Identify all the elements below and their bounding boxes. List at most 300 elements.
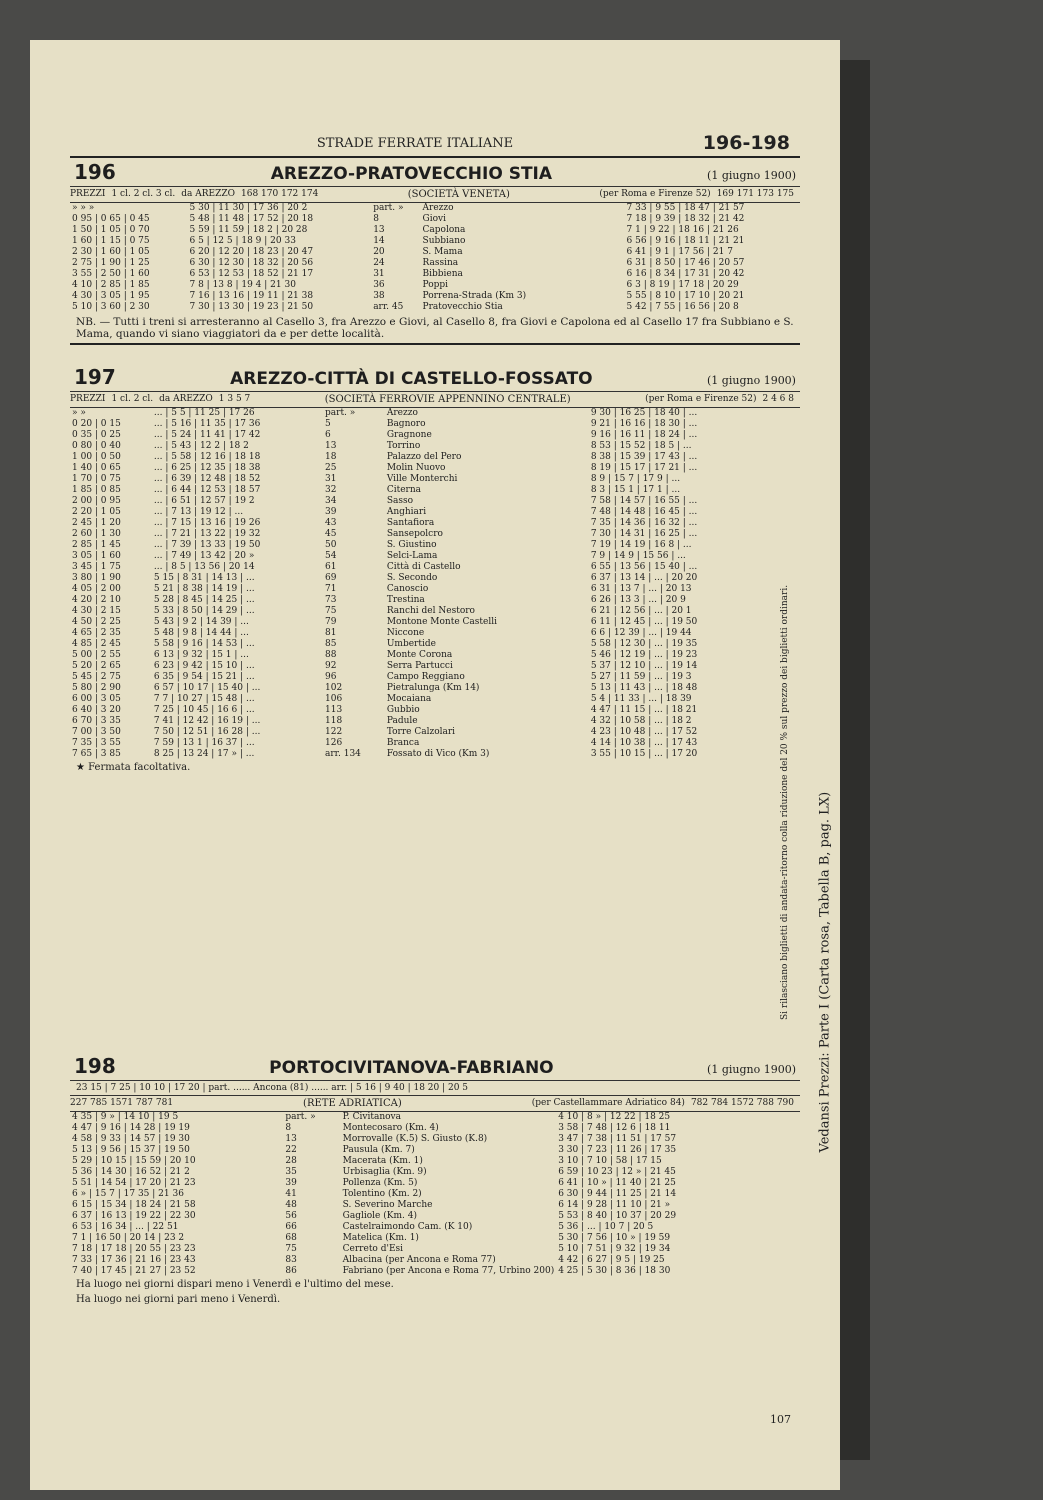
km-cell: arr. 134 [325, 749, 361, 759]
station-cell: S. Mama [422, 247, 463, 257]
times-up-cell: 6 31 | 8 50 | 17 46 | 20 57 [626, 258, 745, 268]
station-cell: Gubbio [386, 705, 420, 715]
km-cell: 88 [325, 650, 337, 660]
trains-down-label: 1 3 5 7 [218, 394, 251, 404]
times-down-cell: 4 47 | 9 16 | 14 28 | 19 19 [72, 1123, 190, 1133]
station-cell: S. Giustino [386, 540, 437, 550]
table-row [70, 280, 800, 291]
km-cell: 31 [325, 474, 337, 484]
times-up-cell: 5 10 | 7 51 | 9 32 | 19 34 [558, 1244, 671, 1254]
station-cell: Anghiari [386, 507, 427, 517]
column-header [70, 1096, 800, 1112]
times-down-cell: 5 21 | 8 38 | 14 19 | ... [153, 584, 255, 594]
table-row [70, 474, 760, 485]
times-down-cell: 5 33 | 8 50 | 14 29 | ... [153, 606, 255, 616]
side-note-197 [770, 510, 800, 1030]
price-cell: 4 05 | 2 00 [72, 584, 121, 594]
station-cell: Urbisaglia (Km. 9) [342, 1167, 427, 1177]
km-cell: 73 [325, 595, 337, 605]
times-up-cell: 7 58 | 14 57 | 16 55 | ... [590, 496, 698, 506]
book-edge [840, 60, 870, 1460]
times-up-cell: 6 59 | 10 23 | 12 » | 21 45 [558, 1167, 676, 1177]
table-row [70, 441, 760, 452]
table-row [70, 1255, 760, 1266]
times-up-cell: 8 53 | 15 52 | 18 5 | ... [590, 441, 692, 451]
times-down-cell: 4 58 | 9 33 | 14 57 | 19 30 [72, 1134, 190, 1144]
times-down-cell: 5 29 | 10 15 | 15 59 | 20 10 [72, 1156, 196, 1166]
origin-label: da AREZZO [181, 189, 236, 199]
table-row [70, 1189, 760, 1200]
station-cell: Subbiano [422, 236, 466, 246]
station-cell: Palazzo del Pero [386, 452, 462, 462]
km-cell: 35 [285, 1167, 297, 1177]
table-row [70, 1123, 760, 1134]
times-down-cell: 7 30 | 13 30 | 19 23 | 21 50 [189, 302, 314, 312]
column-header [70, 187, 800, 203]
company-label: (SOCIETÀ VENETA) [407, 189, 510, 200]
km-cell: 36 [373, 280, 385, 290]
station-cell: Mocaiana [386, 694, 432, 704]
km-cell: 13 [373, 225, 385, 235]
times-down-cell: 6 15 | 15 34 | 18 24 | 21 58 [72, 1200, 196, 1210]
station-cell: Trestina [386, 595, 425, 605]
price-cell: 4 10 | 2 85 | 1 85 [72, 280, 150, 290]
km-cell: 48 [285, 1200, 297, 1210]
station-cell: Pollenza (Km. 5) [342, 1178, 418, 1188]
times-up-cell: 6 11 | 12 45 | ... | 19 50 [590, 617, 698, 627]
price-cell: 6 40 | 3 20 [72, 705, 121, 715]
price-cell: 4 65 | 2 35 [72, 628, 121, 638]
km-cell: 118 [325, 716, 343, 726]
times-down-cell: 6 57 | 10 17 | 15 40 | ... [153, 683, 261, 693]
times-up-cell: 8 9 | 15 7 | 17 9 | ... [590, 474, 681, 484]
times-down-cell: 5 28 | 8 45 | 14 25 | ... [153, 595, 255, 605]
km-cell: 122 [325, 727, 343, 737]
table-row [70, 694, 760, 705]
connection-label: (per Castellammare Adriatico 84) [531, 1098, 685, 1108]
times-down-cell: ... | 5 58 | 12 16 | 18 18 [153, 452, 261, 462]
km-cell: 22 [285, 1145, 297, 1155]
km-cell: 66 [285, 1222, 297, 1232]
times-down-cell: 6 35 | 9 54 | 15 21 | ... [153, 672, 255, 682]
price-cell: 0 20 | 0 15 [72, 419, 121, 429]
times-up-cell: 3 55 | 10 15 | ... | 17 20 [590, 749, 698, 759]
times-down-cell: ... | 7 21 | 13 22 | 19 32 [153, 529, 261, 539]
times-up-cell: 5 36 | ... | 10 7 | 20 5 [558, 1222, 654, 1232]
times-up-cell: 5 37 | 12 10 | ... | 19 14 [590, 661, 698, 671]
price-cell: 1 85 | 0 85 [72, 485, 121, 495]
price-cell: 1 70 | 0 75 [72, 474, 121, 484]
km-cell: 102 [325, 683, 343, 693]
station-cell: Arezzo [386, 408, 418, 418]
price-cell: 5 10 | 3 60 | 2 30 [72, 302, 150, 312]
times-up-cell: 6 56 | 9 16 | 18 11 | 21 21 [626, 236, 745, 246]
price-cell: 5 45 | 2 75 [72, 672, 121, 682]
station-cell: Selci-Lama [386, 551, 438, 561]
km-cell: 6 [325, 430, 331, 440]
km-cell: 92 [325, 661, 337, 671]
section-title-bar [70, 1052, 800, 1081]
times-down-cell: 7 41 | 12 42 | 16 19 | ... [153, 716, 261, 726]
table-row [70, 269, 800, 280]
times-up-cell: 4 10 | 8 » | 12 22 | 18 25 [558, 1112, 671, 1122]
km-cell: 71 [325, 584, 337, 594]
table-row [70, 1112, 760, 1123]
table-row [70, 1145, 760, 1156]
times-up-cell: 3 30 | 7 23 | 11 26 | 17 35 [558, 1145, 677, 1155]
side-prices-note: Vedansi Prezzi: Parte I (Carta rosa, Tabella B, pag. LX) [817, 791, 833, 1153]
times-down-cell: 7 25 | 10 45 | 16 6 | ... [153, 705, 255, 715]
km-cell: 79 [325, 617, 337, 627]
km-cell: 113 [325, 705, 343, 715]
price-cell: » » » [72, 203, 95, 213]
table-row [70, 1222, 760, 1233]
times-down-cell: 6 20 | 12 20 | 18 23 | 20 47 [189, 247, 314, 257]
times-down-cell: 8 25 | 13 24 | 17 » | ... [153, 749, 255, 759]
trains-down-label: 168 170 172 174 [241, 189, 319, 199]
times-down-cell: 6 5 | 12 5 | 18 9 | 20 33 [189, 236, 296, 246]
origin-label: da AREZZO [159, 394, 213, 404]
table-row [70, 1200, 760, 1211]
times-down-cell: 7 8 | 13 8 | 19 4 | 21 30 [189, 280, 296, 290]
price-cell: 2 45 | 1 20 [72, 518, 121, 528]
station-cell: Ville Monterchi [386, 474, 458, 484]
price-cell: 2 60 | 1 30 [72, 529, 121, 539]
price-cell: 4 50 | 2 25 [72, 617, 121, 627]
price-cell: 0 35 | 0 25 [72, 430, 121, 440]
km-cell: 75 [285, 1244, 297, 1254]
table-row [70, 496, 760, 507]
km-cell: 75 [325, 606, 337, 616]
trains-up-label: 2 4 6 8 [762, 394, 794, 404]
station-cell: S. Secondo [386, 573, 438, 583]
station-cell: Gragnone [386, 430, 432, 440]
table-row [70, 573, 760, 584]
station-cell: Monte Corona [386, 650, 453, 660]
table-row [70, 727, 760, 738]
times-down-cell: ... | 8 5 | 13 56 | 20 14 [153, 562, 255, 572]
price-cell: 1 00 | 0 50 [72, 452, 121, 462]
table-row [70, 562, 760, 573]
km-cell: 20 [373, 247, 385, 257]
price-cell: 4 30 | 3 05 | 1 95 [72, 291, 150, 301]
times-up-cell: 7 1 | 9 22 | 18 16 | 21 26 [626, 225, 739, 235]
classes-label: 1 cl. 2 cl. 3 cl. [111, 189, 176, 199]
prices-label: PREZZI [70, 189, 106, 199]
station-cell: Gagliole (Km. 4) [342, 1211, 417, 1221]
km-cell: 126 [325, 738, 343, 748]
note-odd-days: Ha luogo nei giorni dispari meno i Venerdì e l'ultimo del mese. [76, 1279, 394, 1290]
table-row [70, 302, 800, 313]
station-cell: Tolentino (Km. 2) [342, 1189, 422, 1199]
price-cell: 2 20 | 1 05 [72, 507, 121, 517]
station-cell: Castelraimondo Cam. (K 10) [342, 1222, 473, 1232]
table-row [70, 1266, 760, 1277]
table-row [70, 749, 760, 760]
times-down-cell: 6 » | 15 7 | 17 35 | 21 36 [72, 1189, 184, 1199]
station-cell: P. Civitanova [342, 1112, 402, 1122]
section-date: (1 giugno 1900) [707, 1063, 796, 1076]
times-up-cell: 8 19 | 15 17 | 17 21 | ... [590, 463, 698, 473]
station-cell: Canoscio [386, 584, 429, 594]
km-cell: 45 [325, 529, 337, 539]
timetable-197 [70, 408, 760, 760]
station-cell: Città di Castello [386, 562, 461, 572]
times-up-cell: 4 32 | 10 58 | ... | 18 2 [590, 716, 692, 726]
times-up-cell: 6 30 | 9 44 | 11 25 | 21 14 [558, 1189, 677, 1199]
station-cell: Montone Monte Castelli [386, 617, 497, 627]
station-cell: Sansepolcro [386, 529, 443, 539]
price-cell: 2 30 | 1 60 | 1 05 [72, 247, 150, 257]
times-down-cell: 5 59 | 11 59 | 18 2 | 20 28 [189, 225, 308, 235]
footnote: ★ Fermata facoltativa. [76, 762, 191, 773]
station-cell: Padule [386, 716, 418, 726]
station-cell: Umbertide [386, 639, 436, 649]
section-198 [70, 1052, 800, 1307]
times-up-cell: 3 58 | 7 48 | 12 6 | 18 11 [558, 1123, 671, 1133]
station-cell: Arezzo [422, 203, 454, 213]
station-cell: Bibbiena [422, 269, 463, 279]
price-cell: 4 85 | 2 45 [72, 639, 121, 649]
times-up-cell: 6 37 | 13 14 | ... | 20 20 [590, 573, 698, 583]
table-row [70, 225, 800, 236]
header-title: STRADE FERRATE ITALIANE [316, 136, 514, 151]
times-up-cell: 6 31 | 13 7 | ... | 20 13 [590, 584, 692, 594]
station-cell: Capolona [422, 225, 466, 235]
price-cell: 4 20 | 2 10 [72, 595, 121, 605]
times-up-cell: 6 21 | 12 56 | ... | 20 1 [590, 606, 692, 616]
section-number: 198 [74, 1054, 116, 1078]
times-up-cell: 9 16 | 16 11 | 18 24 | ... [590, 430, 698, 440]
price-cell: 5 20 | 2 65 [72, 661, 121, 671]
section-196 [70, 158, 800, 345]
timetable-page [30, 40, 840, 1490]
price-cell: 6 70 | 3 35 [72, 716, 121, 726]
price-cell: 3 45 | 1 75 [72, 562, 121, 572]
ancona-connection: 23 15 | 7 25 | 10 10 | 17 20 | part. ...... Ancona (81) ...... arr. | 5 16 | 9 40 | 18 20 | 20 5 [70, 1081, 800, 1096]
section-title-bar [70, 158, 800, 187]
side-margin [810, 460, 840, 1160]
km-cell: 81 [325, 628, 337, 638]
table-row [70, 236, 800, 247]
table-row [70, 452, 760, 463]
price-cell: 7 65 | 3 85 [72, 749, 121, 759]
station-cell: Morrovalle (K.5) S. Giusto (K.8) [342, 1134, 488, 1144]
times-down-cell: 7 1 | 16 50 | 20 14 | 23 2 [72, 1233, 185, 1243]
times-down-cell: ... | 5 5 | 11 25 | 17 26 [153, 408, 255, 418]
timetable-196 [70, 203, 800, 313]
table-row [70, 738, 760, 749]
km-cell: 85 [325, 639, 337, 649]
times-up-cell: 3 47 | 7 38 | 11 51 | 17 57 [558, 1134, 677, 1144]
station-cell: Giovi [422, 214, 446, 224]
times-up-cell: 8 3 | 15 1 | 17 1 | ... [590, 485, 681, 495]
station-cell: Pietralunga (Km 14) [386, 683, 480, 693]
table-row [70, 672, 760, 683]
station-cell: Niccone [386, 628, 425, 638]
company-label: (RETE ADRIATICA) [303, 1098, 402, 1109]
price-cell: 3 80 | 1 90 [72, 573, 121, 583]
price-cell: 7 35 | 3 55 [72, 738, 121, 748]
times-down-cell: 5 15 | 8 31 | 14 13 | ... [153, 573, 255, 583]
table-row [70, 639, 760, 650]
table-row [70, 650, 760, 661]
km-cell: 38 [373, 291, 385, 301]
table-row [70, 203, 800, 214]
times-down-cell: 5 13 | 9 56 | 15 37 | 19 50 [72, 1145, 190, 1155]
station-cell: Molin Nuovo [386, 463, 446, 473]
km-cell: 28 [285, 1156, 297, 1166]
times-down-cell: 6 53 | 16 34 | ... | 22 51 [72, 1222, 179, 1232]
station-cell: Torrino [386, 441, 421, 451]
table-row [70, 485, 760, 496]
km-cell: 39 [285, 1178, 297, 1188]
table-row [70, 419, 760, 430]
station-cell: Ranchi del Nestoro [386, 606, 475, 616]
times-down-cell: 6 23 | 9 42 | 15 10 | ... [153, 661, 255, 671]
times-down-cell: 4 35 | 9 » | 14 10 | 19 5 [72, 1112, 179, 1122]
price-cell: 3 55 | 2 50 | 1 60 [72, 269, 150, 279]
station-cell: Pratovecchio Stia [422, 302, 503, 312]
times-down-cell: ... | 5 24 | 11 41 | 17 42 [153, 430, 261, 440]
side-note-text: Si rilasciano biglietti di andata-ritorno colla riduzione del 20 % sul prezzo dei biglietti ordinari. [780, 584, 790, 1020]
table-row [70, 551, 760, 562]
times-up-cell: 6 14 | 9 28 | 11 10 | 21 » [558, 1200, 671, 1210]
station-cell: Pausula (Km. 7) [342, 1145, 415, 1155]
times-up-cell: 6 16 | 8 34 | 17 31 | 20 42 [626, 269, 745, 279]
times-up-cell: 9 30 | 16 25 | 18 40 | ... [590, 408, 698, 418]
trains-up-label: 169 171 173 175 [716, 189, 794, 199]
times-down-cell: 5 43 | 9 2 | 14 39 | ... [153, 617, 249, 627]
km-cell: 86 [285, 1266, 297, 1276]
km-cell: 69 [325, 573, 337, 583]
station-cell: Porrena-Strada (Km 3) [422, 291, 527, 301]
connection-label: (per Roma e Firenze 52) [599, 189, 711, 199]
table-row [70, 214, 800, 225]
table-row [70, 1134, 760, 1145]
km-cell: 43 [325, 518, 337, 528]
km-cell: 106 [325, 694, 343, 704]
times-down-cell: 7 40 | 17 45 | 21 27 | 23 52 [72, 1266, 196, 1276]
times-up-cell: 4 25 | 5 30 | 8 36 | 18 30 [558, 1266, 671, 1276]
km-cell: 41 [285, 1189, 297, 1199]
table-row [70, 430, 760, 441]
price-cell: 2 85 | 1 45 [72, 540, 121, 550]
times-down-cell: ... | 7 49 | 13 42 | 20 » [153, 551, 255, 561]
table-row [70, 606, 760, 617]
times-down-cell: ... | 7 15 | 13 16 | 19 26 [153, 518, 261, 528]
times-down-cell: 7 59 | 13 1 | 16 37 | ... [153, 738, 255, 748]
times-down-cell: ... | 6 44 | 12 53 | 18 57 [153, 485, 261, 495]
times-down-cell: 5 30 | 11 30 | 17 36 | 20 2 [189, 203, 308, 213]
price-cell: 2 75 | 1 90 | 1 25 [72, 258, 150, 268]
times-up-cell: 5 42 | 7 55 | 16 56 | 20 8 [626, 302, 739, 312]
times-up-cell: 7 33 | 9 55 | 18 47 | 21 57 [626, 203, 745, 213]
table-row [70, 628, 760, 639]
km-cell: 18 [325, 452, 337, 462]
section-number: 197 [74, 365, 116, 389]
times-down-cell: 5 48 | 9 8 | 14 44 | ... [153, 628, 249, 638]
table-row [70, 661, 760, 672]
table-row [70, 518, 760, 529]
section-date: (1 giugno 1900) [707, 374, 796, 387]
times-up-cell: 4 23 | 10 48 | ... | 17 52 [590, 727, 698, 737]
trains-up-label: 782 784 1572 788 790 [690, 1098, 794, 1108]
price-cell: 5 80 | 2 90 [72, 683, 121, 693]
table-row [70, 408, 760, 419]
km-cell: 8 [285, 1123, 292, 1133]
table-row [70, 1167, 760, 1178]
times-up-cell: 4 14 | 10 38 | ... | 17 43 [590, 738, 698, 748]
page-number: 107 [770, 1413, 791, 1426]
station-cell: Matelica (Km. 1) [342, 1233, 419, 1243]
note-even-days: Ha luogo nei giorni pari meno i Venerdì. [76, 1294, 281, 1305]
times-down-cell: ... | 6 25 | 12 35 | 18 38 [153, 463, 261, 473]
times-down-cell: 6 30 | 12 30 | 18 32 | 20 56 [189, 258, 314, 268]
times-up-cell: 7 48 | 14 48 | 16 45 | ... [590, 507, 698, 517]
times-down-cell: ... | 5 43 | 12 2 | 18 2 [153, 441, 249, 451]
km-cell: 24 [373, 258, 385, 268]
table-row [70, 716, 760, 727]
table-row [70, 1211, 760, 1222]
price-cell: 1 40 | 0 65 [72, 463, 121, 473]
price-cell: 5 00 | 2 55 [72, 650, 121, 660]
km-cell: 68 [285, 1233, 297, 1243]
times-down-cell: 7 50 | 12 51 | 16 28 | ... [153, 727, 261, 737]
station-cell: Torre Calzolari [386, 727, 456, 737]
times-up-cell: 4 42 | 6 27 | 9 5 | 19 25 [558, 1255, 665, 1265]
times-up-cell: 7 9 | 14 9 | 15 56 | ... [590, 551, 686, 561]
price-cell: 0 95 | 0 65 | 0 45 [72, 214, 150, 224]
station-cell: Santafiora [386, 518, 435, 528]
section-number: 196 [74, 160, 116, 184]
km-cell: 13 [325, 441, 337, 451]
section-title-bar [70, 363, 800, 392]
station-cell: Poppi [422, 280, 449, 290]
times-up-cell: 5 13 | 11 43 | ... | 18 48 [590, 683, 698, 693]
table-row [70, 1244, 760, 1255]
times-up-cell: 7 18 | 9 39 | 18 32 | 21 42 [626, 214, 745, 224]
station-cell: Macerata (Km. 1) [342, 1156, 423, 1166]
km-cell: 14 [373, 236, 385, 246]
km-cell: 39 [325, 507, 337, 517]
times-down-cell: 7 33 | 17 36 | 21 16 | 23 43 [72, 1255, 196, 1265]
table-row [70, 617, 760, 628]
table-row [70, 1156, 760, 1167]
section-197 [70, 363, 800, 775]
times-down-cell: 5 58 | 9 16 | 14 53 | ... [153, 639, 255, 649]
column-header [70, 392, 800, 408]
km-cell: 56 [285, 1211, 297, 1221]
times-down-cell: ... | 6 39 | 12 48 | 18 52 [153, 474, 261, 484]
km-cell: 25 [325, 463, 337, 473]
table-row [70, 507, 760, 518]
times-down-cell: ... | 7 39 | 13 33 | 19 50 [153, 540, 261, 550]
times-down-cell: ... | 6 51 | 12 57 | 19 2 [153, 496, 255, 506]
km-cell: 83 [285, 1255, 297, 1265]
table-row [70, 683, 760, 694]
station-cell: Serra Partucci [386, 661, 453, 671]
times-up-cell: 7 35 | 14 36 | 16 32 | ... [590, 518, 698, 528]
times-up-cell: 5 4 | 11 33 | ... | 18 39 [590, 694, 692, 704]
times-up-cell: 6 41 | 9 1 | 17 56 | 21 7 [626, 247, 733, 257]
km-cell: 8 [373, 214, 379, 224]
station-cell: Sasso [386, 496, 414, 506]
times-down-cell: 6 13 | 9 32 | 15 1 | ... [153, 650, 249, 660]
times-up-cell: 5 30 | 7 56 | 10 » | 19 59 [558, 1233, 671, 1243]
classes-label: 1 cl. 2 cl. [111, 394, 154, 404]
station-cell: Rassina [422, 258, 459, 268]
